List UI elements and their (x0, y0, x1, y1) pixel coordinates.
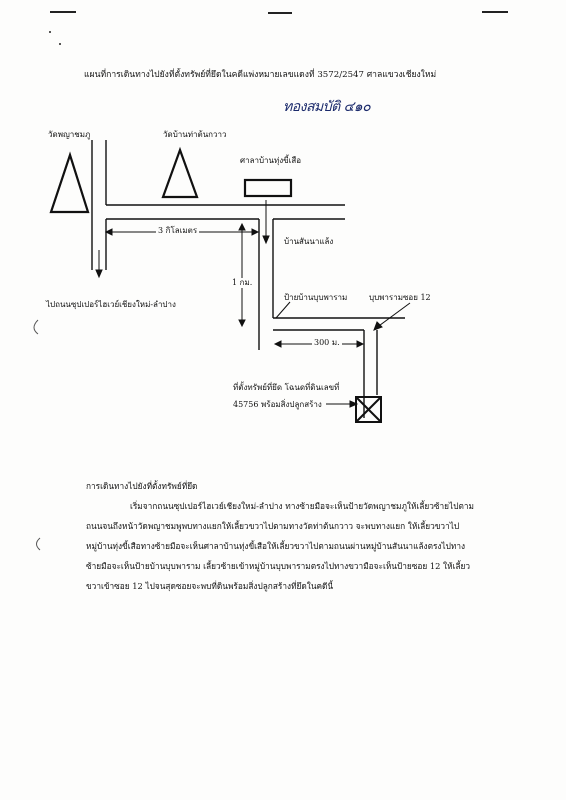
label-sala-thung-khi-suea: ศาลาบ้านทุ่งขี้เสือ (240, 156, 302, 165)
label-wat-phaya-chomphu: วัดพญาชมภู (48, 130, 91, 139)
binder-hole-mark (34, 320, 38, 334)
directions-line: เริ่มจากถนนซุปเปอร์ไฮเวย์เชียงใหม่-ลำปาง ทางซ้ายมือจะเห็นป้ายวัดพญาชมภูให้เลี้ยวซ้ายไปตาม (130, 501, 474, 511)
label-sign-bupparam: ป้ายบ้านบุบพาราม (284, 293, 348, 302)
directions-section (86, 476, 506, 596)
label-wat-tha-ton-kwao: วัดบ้านท่าต้นกวาว (163, 130, 227, 139)
label-ban-san-na-laeng: บ้านสันนาแล้ง (284, 237, 334, 246)
label-soi-12: บุบพารามซอย 12 (369, 293, 431, 302)
directions-line: ซ้ายมือจะเห็นป้ายบ้านบุบพาราม เลี้ยวซ้ายเข้าหมู่บ้านบุบพารามตรงไปทางขวามือจะเห็นป้ายซอย 12 ให้เลี้ยว (86, 561, 471, 571)
label-to-superhighway: ไปถนนซุปเปอร์ไฮเวย์เชียงใหม่-ลำปาง (46, 300, 176, 309)
directions-line: ขวาเข้าซอย 12 ไปจนสุดซอยจะพบที่ดินพร้อมสิ่งปลูกสร้างที่ยึดในคดีนี้ (86, 581, 334, 591)
scan-marks (49, 12, 508, 45)
label-property-location-1: ที่ตั้งทรัพย์ที่ยึด โฉนดที่ดินเลขที่ (233, 383, 340, 392)
directions-heading: การเดินทางไปยังที่ตั้งทรัพย์ที่ยึด (86, 481, 198, 491)
map-title: แผนที่การเดินทางไปยังที่ตั้งทรัพย์ที่ยึดในคดีแพ่งหมายเลขแดงที่ 3572/2547 ศาลแขวงเชียงใหม่ (84, 70, 437, 80)
directions-line: หมู่บ้านทุ่งขี้เสือทางซ้ายมือจะเห็นศาลาบ้านทุ่งขี้เสือให้เลี้ยวขวาไปตามถนนผ่านหมู่บ้านสันนาแล้งตรงไปทาง (86, 541, 466, 551)
directions-line: ถนนจนถึงหน้าวัดพญาชมพูพบทางแยกให้เลี้ยวขวาไปตามทางวัดท่าต้นกวาว จะพบทางแยก ให้เลี้ยวขวาไป (86, 521, 460, 531)
property-marker-icon (356, 397, 381, 422)
temple-tha-ton-kwao-icon (163, 150, 197, 197)
pavilion-icon (245, 180, 291, 196)
label-property-location-2: 45756 พร้อมสิ่งปลูกสร้าง (233, 400, 322, 409)
label-distance-3km: 3 กิโลเมตร (158, 226, 198, 235)
label-distance-1km: 1 กม. (232, 278, 253, 287)
label-distance-300m: 300 ม. (314, 338, 340, 347)
handwritten-signature: ทองสมบัติ ๔๑๐ (283, 99, 371, 115)
binder-hole-mark (37, 538, 41, 550)
temple-phaya-chomphu-icon (51, 155, 88, 212)
